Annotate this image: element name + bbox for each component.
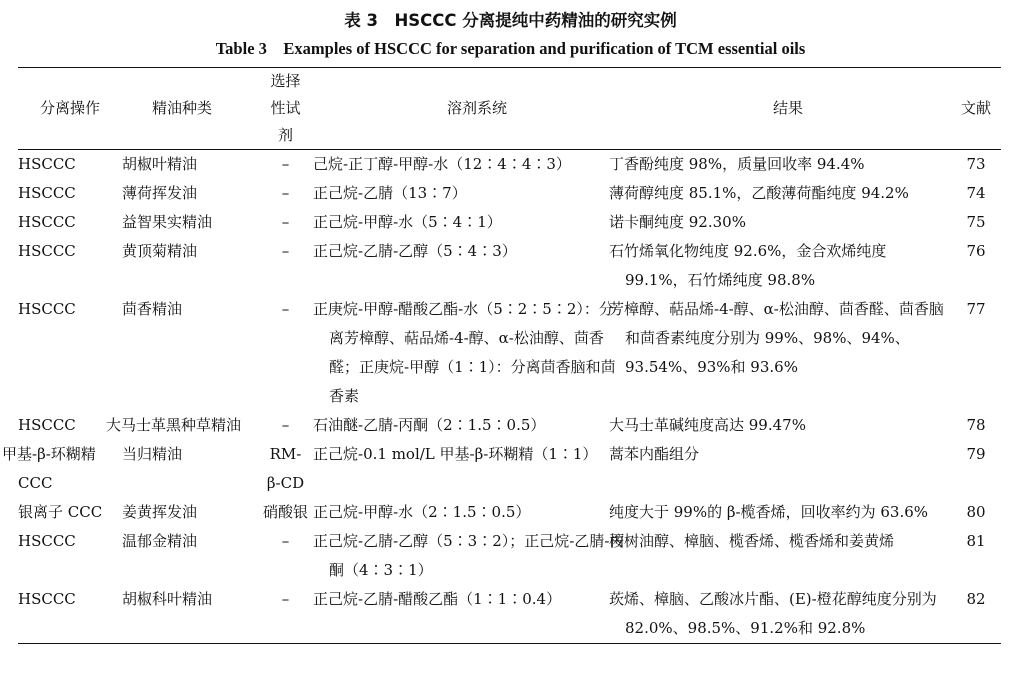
table-row <box>18 208 1001 237</box>
cell-operation: HSCCC <box>18 155 76 173</box>
cell-reference: 76 <box>966 242 986 260</box>
cell-oil-type: 胡椒科叶精油 <box>122 590 213 608</box>
cell-operation: 银离子 CCC <box>18 503 103 521</box>
cell-result: 莰烯、樟脑、乙酸冰片酯、(E)-橙花醇纯度分别为 82.0%、98.5%、91.2%和 92.8% <box>609 590 937 637</box>
cell-solvent: 正己烷-乙腈（13∶7） <box>313 184 467 202</box>
cell-oil-type: 黄顶菊精油 <box>122 242 198 260</box>
cell-reference: 80 <box>966 503 986 521</box>
cell-operation: 甲基-β-环糊精 CCC <box>2 445 96 492</box>
table-row <box>18 498 1001 527</box>
table-row <box>18 527 1001 585</box>
cell-solvent: 石油醚-乙腈-丙酮（2∶1.5∶0.5） <box>313 416 546 434</box>
table-row <box>18 150 1001 180</box>
cell-result: 桉树油醇、樟脑、榄香烯、榄香烯和姜黄烯 <box>609 532 895 550</box>
cell-oil-type: 当归精油 <box>122 445 183 463</box>
cell-reagent: – <box>281 416 290 434</box>
cell-reference: 74 <box>966 184 986 202</box>
cell-reagent: – <box>281 300 290 318</box>
table-caption-english: Table 3 Examples of HSCCC for separation and purification of TCM essential oils <box>215 39 806 58</box>
cell-oil-type: 姜黄挥发油 <box>122 503 198 521</box>
cell-result: 薄荷醇纯度 85.1%，乙酸薄荷酯纯度 94.2% <box>609 184 909 202</box>
cell-oil-type: 温郁金精油 <box>122 532 198 550</box>
cell-solvent: 正己烷-乙腈-醋酸乙酯（1∶1∶0.4） <box>313 590 562 608</box>
cell-operation: HSCCC <box>18 300 76 318</box>
cell-reagent: RM-β-CD <box>266 445 305 492</box>
cell-operation: HSCCC <box>18 532 76 550</box>
cell-result: 石竹烯氧化物纯度 92.6%，金合欢烯纯度 99.1%，石竹烯纯度 98.8% <box>609 242 887 289</box>
cell-reference: 75 <box>966 213 986 231</box>
cell-oil-type: 益智果实精油 <box>122 213 213 231</box>
cell-solvent: 正己烷-乙腈-乙醇（5∶4∶3） <box>313 242 517 260</box>
table-caption-chinese: 表 3 HSCCC 分离提纯中药精油的研究实例 <box>344 11 677 30</box>
cell-oil-type: 大马士革黑种草精油 <box>106 416 242 434</box>
header-reference: 文献 <box>960 99 991 117</box>
header-oil-type: 精油种类 <box>151 99 212 117</box>
table-header-row <box>18 68 1001 150</box>
cell-result: 芳樟醇、萜品烯-4-醇、α-松油醇、茴香醛、茴香脑和茴香素纯度分别为 99%、98%、94%、93.54%、93%和 93.6% <box>609 300 944 376</box>
cell-solvent: 己烷-正丁醇-甲醇-水（12∶4∶4∶3） <box>313 155 571 173</box>
cell-reference: 79 <box>966 445 986 463</box>
cell-reagent: – <box>281 590 290 608</box>
header-solvent: 溶剂系统 <box>446 99 507 117</box>
cell-oil-type: 茴香精油 <box>122 300 183 318</box>
cell-reagent: – <box>281 184 290 202</box>
cell-reagent: – <box>281 155 290 173</box>
table-row <box>18 179 1001 208</box>
cell-reagent: 硝酸银 <box>262 503 308 521</box>
table-row <box>18 585 1001 644</box>
essential-oil-table <box>2 67 1001 644</box>
header-operation: 分离操作 <box>39 99 100 117</box>
cell-operation: HSCCC <box>18 416 76 434</box>
table-row <box>18 237 1001 295</box>
cell-solvent: 正己烷-乙腈-乙醇（5∶3∶2）；正己烷-乙腈-丙酮（4∶3∶1） <box>313 532 625 579</box>
cell-result: 诺卡酮纯度 92.30% <box>609 213 746 231</box>
table-row <box>18 411 1001 440</box>
cell-operation: HSCCC <box>18 184 76 202</box>
cell-operation: HSCCC <box>18 213 76 231</box>
cell-oil-type: 胡椒叶精油 <box>122 155 198 173</box>
cell-reference: 81 <box>966 532 986 550</box>
cell-solvent: 正己烷-甲醇-水（2∶1.5∶0.5） <box>313 503 531 521</box>
cell-result: 蒿苯内酯组分 <box>609 445 700 463</box>
cell-reference: 78 <box>966 416 986 434</box>
cell-solvent: 正己烷-0.1 mol/L 甲基-β-环糊精（1∶1） <box>313 445 598 463</box>
cell-reference: 77 <box>966 300 986 318</box>
cell-operation: HSCCC <box>18 242 76 260</box>
cell-result: 丁香酚纯度 98%，质量回收率 94.4% <box>609 155 865 173</box>
cell-reagent: – <box>281 213 290 231</box>
cell-solvent: 正己烷-甲醇-水（5∶4∶1） <box>313 213 502 231</box>
cell-result: 纯度大于 99%的 β-榄香烯，回收率约为 63.6% <box>609 503 929 521</box>
cell-result: 大马士革碱纯度高达 99.47% <box>609 416 806 434</box>
table-row <box>18 440 1001 498</box>
cell-reagent: – <box>281 532 290 550</box>
cell-reference: 73 <box>966 155 986 173</box>
table-row <box>18 295 1001 411</box>
header-reagent: 选择性试剂 <box>270 72 301 144</box>
cell-operation: HSCCC <box>18 590 76 608</box>
cell-oil-type: 薄荷挥发油 <box>122 184 198 202</box>
header-result: 结果 <box>772 99 803 117</box>
cell-reference: 82 <box>966 590 986 608</box>
cell-solvent: 正庚烷-甲醇-醋酸乙酯-水（5∶2∶5∶2）：分离芳樟醇、萜品烯-4-醇、α-松油醇、茴香醛；正庚烷-甲醇（1∶1）：分离茴香脑和茴香素 <box>313 300 616 405</box>
cell-reagent: – <box>281 242 290 260</box>
